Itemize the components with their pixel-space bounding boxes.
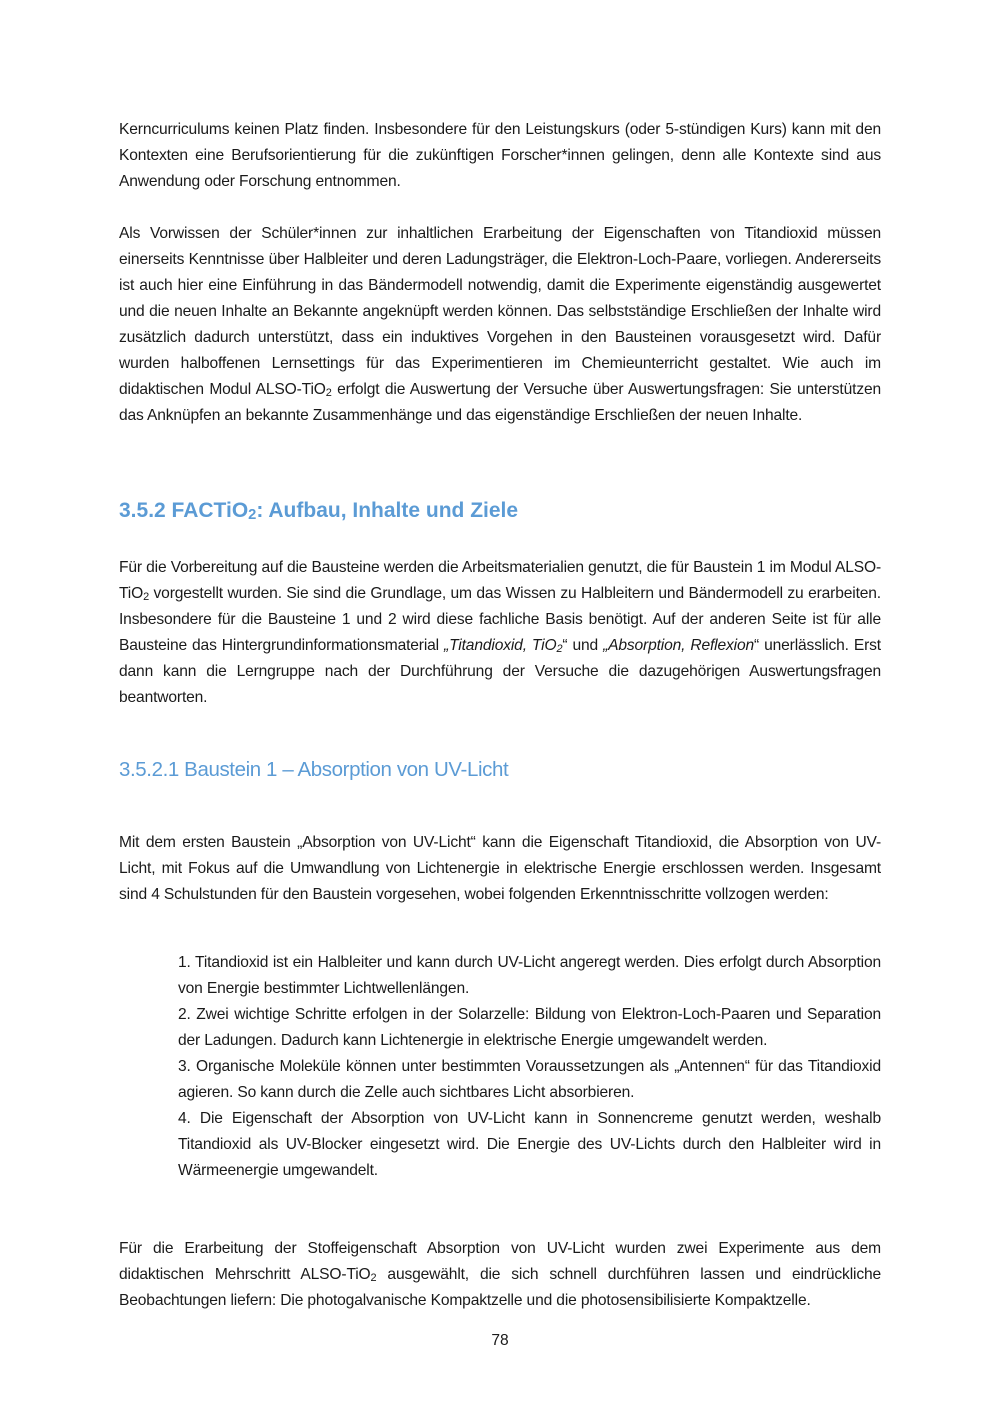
subscript: 2 — [370, 1272, 377, 1284]
subscript: 2 — [248, 507, 257, 523]
paragraph-prior-knowledge — [119, 221, 881, 429]
paragraph-experiments — [119, 1236, 881, 1314]
heading-text: : Aufbau, Inhalte und Ziele — [256, 499, 519, 522]
subscript: 2 — [556, 643, 563, 655]
list-item: 2. Zwei wichtige Schritte erfolgen in der Solarzelle: Bildung von Elektron-Loch-Paaren und Separation der Ladungen. Dadurch kann Lichtenergie in elektrische Energie umgewandelt werden. — [178, 1006, 881, 1049]
subscript: 2 — [325, 387, 332, 399]
list-item: 1. Titandioxid ist ein Halbleiter und kann durch UV-Licht angeregt werden. Dies erfolgt durch Absorption von Energie bestimmter Lichtwellenlängen. — [178, 954, 881, 997]
italic-title — [444, 637, 562, 654]
text-run: Für die Vorbereitung auf die Bausteine werden die Arbeitsmaterialien genutzt, die für Baustein 1 im Modul ALSO-TiO — [119, 559, 881, 602]
text-run: ausgewählt, die sich schnell durchführen lassen und eindrückliche Beobachtungen liefern: Die photogalvanische Kompaktzelle und die photosensibilisierte Kompaktzelle. — [119, 1266, 882, 1309]
italic-title: „Absorption, Reflexion — [603, 637, 755, 654]
list-item: 4. Die Eigenschaft der Absorption von UV-Licht kann in Sonnencreme genutzt werden, weshalb Titandioxid als UV-Blocker eingesetzt wird. Die Energie des UV-Lichts durch den Halbleiter wird in Wärmeenergie umgewandelt. — [178, 1110, 881, 1179]
steps-list — [178, 950, 881, 1184]
heading-3-5-2-1: 3.5.2.1 Baustein 1 – Absorption von UV-Licht — [119, 758, 509, 781]
text-run: „Titandioxid, TiO — [444, 637, 557, 654]
paragraph-preparation — [119, 555, 881, 711]
text-run: “ und — [562, 637, 604, 654]
page-number: 78 — [491, 1332, 509, 1349]
heading-text: 3.5.2 FACTiO — [119, 499, 249, 522]
text-run: Für die Erarbeitung der Stoffeigenschaft Absorption von UV-Licht wurden zwei Experimente aus dem didaktischen Mehrschritt ALSO-TiO — [119, 1240, 881, 1283]
heading-3-5-2 — [119, 499, 518, 523]
subscript: 2 — [143, 591, 150, 603]
paragraph-baustein-1: Mit dem ersten Baustein „Absorption von UV-Licht“ kann die Eigenschaft Titandioxid, die Absorption von UV-Licht, mit Fokus auf die Umwandlung von Lichtenergie in elektrische Energie erschlossen werden. Insgesamt sind 4 Schulstunden für den Baustein vorgesehen, wobei folgenden Erkenntnisschritte vollzogen werden: — [119, 834, 881, 903]
paragraph-intro: Kerncurriculums keinen Platz finden. Insbesondere für den Leistungskurs (oder 5-stündigen Kurs) kann mit den Kontexten eine Berufsorientierung für die zukünftigen Forscher*innen gelingen, denn alle Kontexte sind aus Anwendung oder Forschung entnommen. — [119, 121, 881, 190]
text-run: vorgestellt wurden. Sie sind die Grundlage, um das Wissen zu Halbleitern und Bändermodell zu erarbeiten. Insbesondere für die Bausteine 1 und 2 wird diese fachliche Basis benötigt. Auf der anderen Seite ist für alle Bausteine das Hintergrundinformationsmaterial — [119, 585, 881, 654]
text-run: erfolgt die Auswertung der Versuche über Auswertungsfragen: Sie unterstützen das Anknüpfen an bekannte Zusammenhänge und das eigenständige Erschließen der neuen Inhalte. — [119, 381, 882, 424]
text-run: “ unerlässlich. Erst dann kann die Lerngruppe nach der Durchführung der Versuche die dazugehörigen Auswertungsfragen beantworten. — [119, 637, 881, 706]
text-run: Als Vorwissen der Schüler*innen zur inhaltlichen Erarbeitung der Eigenschaften von Titandioxid müssen einerseits Kenntnisse über Halbleiter und deren Ladungsträger, die Elektron-Loch-Paare, vorliegen. Andererseits ist auch hier eine Einführung in das Bändermodell notwendig, damit die Experimente eigenständig ausgewertet und die neuen Inhalte an Bekannte angeknüpft werden können. Das selbstständige Erschließen der Inhalte wird zusätzlich dadurch unterstützt, dass ein induktives Vorgehen in den Bausteinen vorausgesetzt wird. Dafür wurden halboffenen Lernsettings für das Experimentieren im Chemieunterricht gestaltet. Wie auch im didaktischen Modul ALSO-TiO — [119, 225, 881, 398]
list-item: 3. Organische Moleküle können unter bestimmten Voraussetzungen als „Antennen“ für das Titandioxid agieren. So kann durch die Zelle auch sichtbares Licht absorbieren. — [178, 1058, 881, 1101]
